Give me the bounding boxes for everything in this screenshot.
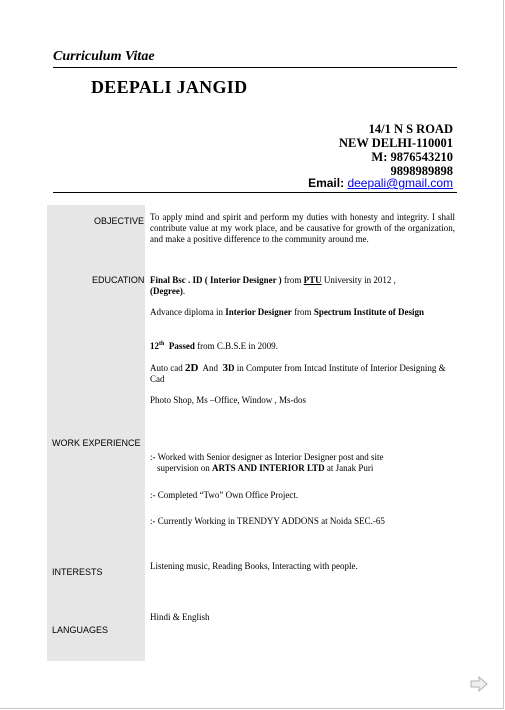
education-item-5: Photo Shop, Ms –Office, Window , Ms-dos	[150, 395, 307, 405]
work-text: supervision on	[157, 463, 212, 473]
phone-1: M: 9876543210	[371, 150, 453, 164]
header-rule	[53, 67, 457, 68]
address-block	[339, 122, 453, 178]
work-text: at Janak Puri	[324, 463, 374, 473]
objective-text: To apply mind and spirit and perform my duties with honesty and integrity. I shall contribute value at my work place, and be causative for growth of the organization, and make a positive difference to the community around me.	[150, 212, 455, 244]
interests-label: INTERESTS	[52, 567, 103, 577]
education-text: University in 2012 ,	[321, 275, 396, 285]
education-grade-sup: th	[159, 341, 165, 347]
education-3: 3	[222, 362, 228, 374]
email-line	[308, 176, 453, 190]
education-d: D	[227, 363, 235, 373]
education-text: Advance diploma in	[150, 307, 226, 317]
email-label: Email:	[308, 176, 345, 190]
education-item-3	[150, 339, 455, 352]
education-item-1	[150, 275, 455, 297]
education-label: EDUCATION	[92, 275, 145, 285]
address-rule	[53, 192, 457, 193]
languages-label: LANGUAGES	[52, 625, 109, 635]
work-item-1	[150, 452, 455, 474]
section-label-column	[47, 205, 145, 661]
education-text: in Computer from Intcad Institute of Interior Designing & Cad	[150, 363, 446, 384]
education-passed: Passed	[168, 341, 195, 351]
work-item-2: :- Completed “Two” Own Office Project.	[150, 490, 299, 500]
education-degree: Final Bsc . ID ( Interior Designer )	[150, 275, 282, 285]
objective-label: OBJECTIVE	[94, 216, 145, 226]
languages-text: Hindi & English	[150, 612, 210, 622]
education-2d: 2D	[185, 362, 199, 374]
header-title: Curriculum Vitae	[53, 49, 155, 64]
work-company: ARTS AND INTERIOR LTD	[212, 463, 325, 473]
education-institute: Spectrum Institute of Design	[313, 307, 425, 317]
education-degree-type: (Degree)	[150, 286, 183, 296]
address-line-1: 14/1 N S ROAD	[368, 122, 453, 136]
interests-text: Listening music, Reading Books, Interacting with people.	[150, 561, 358, 571]
education-text: And	[200, 363, 221, 373]
address-line-2: NEW DELHI-110001	[338, 136, 453, 150]
education-text: Auto cad	[150, 363, 185, 373]
candidate-name: DEEPALI JANGID	[91, 77, 248, 97]
work-label: WORK EXPERIENCE	[52, 438, 141, 448]
education-text: from C.B.S.E in 2009.	[194, 341, 278, 351]
education-course: Interior Designer	[225, 307, 292, 317]
education-text: .	[182, 286, 186, 296]
education-item-2	[150, 307, 455, 318]
work-item-3: :- Currently Working in TRENDYY ADDONS at Noida SEC.-65	[150, 516, 385, 526]
education-item-4	[150, 363, 455, 385]
education-text: from	[281, 275, 304, 285]
arrow-right-icon[interactable]	[470, 676, 488, 692]
phone-2: 9898989898	[390, 164, 453, 178]
email-link[interactable]: deepali@gmail.com	[347, 176, 453, 190]
education-university: PTU	[303, 275, 322, 285]
work-text: :- Worked with Senior designer as Interior Designer post and site	[150, 452, 384, 462]
education-grade: 12	[150, 341, 159, 351]
education-text: from	[291, 307, 314, 317]
